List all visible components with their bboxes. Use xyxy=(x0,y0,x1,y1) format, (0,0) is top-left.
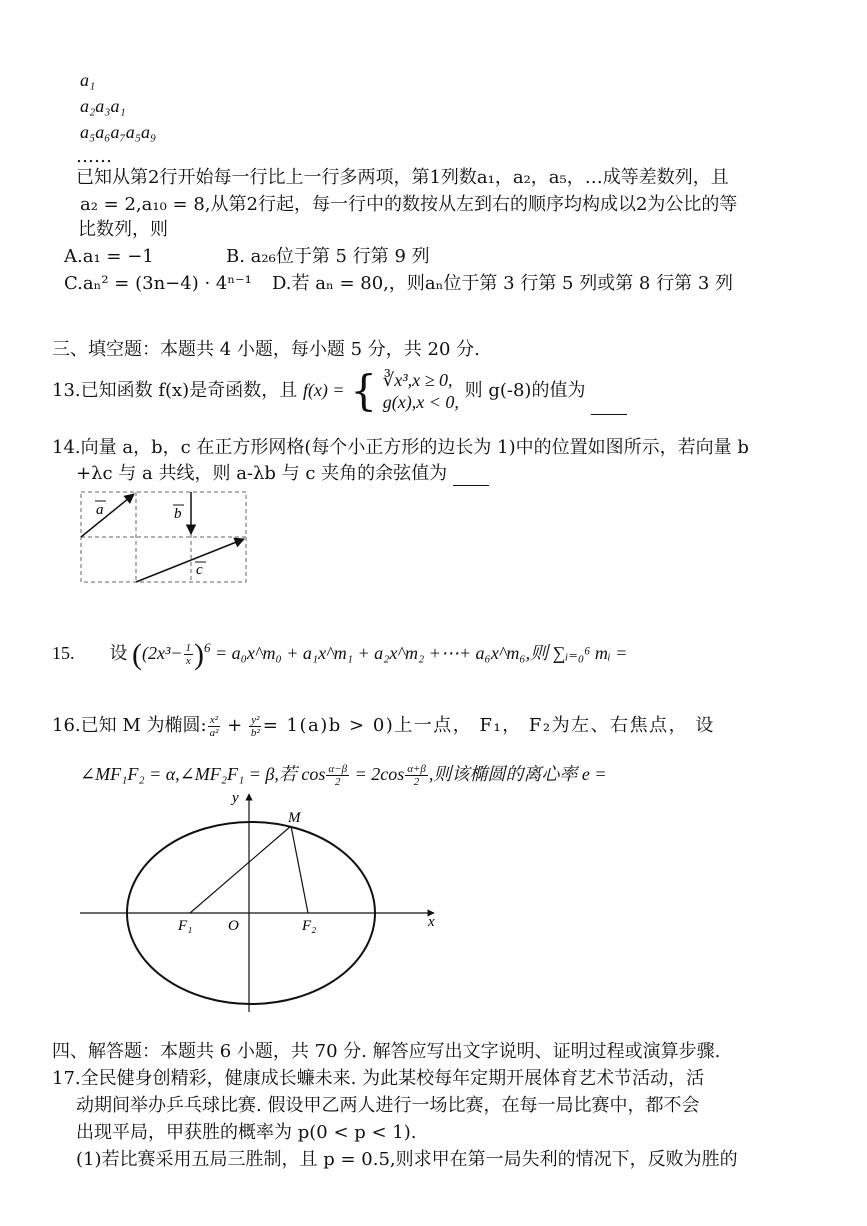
y-axis-label: y xyxy=(232,790,239,806)
q15-rhs: = a₀x^m₀ + a₁x^m₁ + a₂x^m₂ +⋯+ a₆x^m₆,则 ∑ᵢ₌₀⁶ mᵢ = xyxy=(210,643,628,663)
ellipse-figure xyxy=(76,786,446,1018)
q15-close: ) xyxy=(194,637,205,671)
q16-frac-amb xyxy=(326,763,349,788)
q17-line-2: 动期间举办乒乓球比赛. 假设甲乙两人进行一场比赛，在每一局比赛中，都不会 xyxy=(76,1095,700,1116)
q15-number: 15. xyxy=(52,643,75,663)
q13-case-1: ∛x³,x ≥ 0, xyxy=(382,370,453,390)
q13-answer-blank xyxy=(591,396,627,415)
sequence-ellipsis: …… xyxy=(76,146,112,167)
q16-frac-y xyxy=(249,714,262,739)
q12-option-a: A.a₁ = −1 xyxy=(64,246,154,267)
q14-line-2 xyxy=(76,462,489,486)
question-13 xyxy=(52,366,627,414)
q17-line-1: 17.全民健身创精彩，健康成长蠊未来. 为此某校每年定期开展体育艺术节活动，活 xyxy=(52,1068,705,1089)
focus-f2-label: F₂ xyxy=(302,918,317,934)
question-15: 15. 设 ((2x³− $\frac{1}{x}$ )$^6$ = a₀x^m₀ + a₁x^m₁ + a₂x^m₂ +⋯+ a₆x^m₆,则 ∑ᵢ₌₀⁶ mᵢ = xyxy=(52,637,628,671)
q16-b2: b² xyxy=(250,726,260,739)
q16-y2: y² xyxy=(251,713,260,726)
q16-amb: α−β xyxy=(328,763,348,776)
q12-stem-line-3: 比数列，则 xyxy=(78,219,168,240)
q14-answer-blank xyxy=(453,467,489,486)
x-axis-label: x xyxy=(428,914,435,930)
origin-label: O xyxy=(228,918,239,934)
q16-two1: 2 xyxy=(334,776,341,789)
q16-line-1: 16.已知 M 为椭圆: $\frac{\text{x²}}{\text{a²}}$ + $\frac{\text{y²}}{\text{b²}}$ = 1(a)b > 0)上一点， F₁， F₂为左、右焦点， 设 xyxy=(52,713,715,739)
vector-c-label: c xyxy=(196,562,203,578)
q17-line-4: (1)若比赛采用五局三胜制，且 p = 0.5,则求甲在第一局失利的情况下，反败为胜的 xyxy=(76,1149,738,1170)
segment-mf2 xyxy=(291,826,308,913)
q14-line-2-text: +λc 与 a 共线，则 a-λb 与 c 夹角的余弦值为 xyxy=(76,463,453,484)
q14-line-1: 14.向量 a，b，c 在正方形网格(每个小正方形的边长为 1)中的位置如图所示，若向量 b xyxy=(52,437,749,458)
q15-fraction xyxy=(184,642,194,667)
q16-frac-x xyxy=(208,714,221,739)
q16-prefix: 16.已知 M 为椭圆: xyxy=(52,715,207,736)
q15-frac-den: x xyxy=(185,655,191,668)
q16-mid: = 2cos xyxy=(350,764,405,784)
q13-prefix: 13.已知函数 f(x)是奇函数，且 xyxy=(52,380,303,401)
segment-mf1 xyxy=(190,826,291,913)
q15-base: (2x³− xyxy=(142,643,183,663)
q13-cases xyxy=(383,369,459,413)
section-4-heading: 四、解答题：本题共 6 小题，共 70 分. 解答应写出文字说明、证明过程或演算步骤. xyxy=(52,1041,721,1062)
vector-c-arrow xyxy=(136,539,244,582)
q16-tail: ,则该椭圆的离心率 e = xyxy=(428,764,607,784)
sequence-row-1: a₁ xyxy=(80,70,96,90)
vector-a-arrow xyxy=(81,494,134,537)
q12-option-d: D.若 aₙ = 80,，则aₙ位于第 3 行第 5 列或第 8 行第 3 列 xyxy=(272,273,734,294)
q16-x2: x² xyxy=(209,713,219,726)
q16-apb: α+β xyxy=(407,763,426,776)
vector-a-label: a xyxy=(96,502,104,518)
q13-brace: { xyxy=(350,366,378,415)
point-m-label: M xyxy=(288,810,301,826)
section-3-heading: 三、填空题：本题共 4 小题，每小题 5 分，共 20 分. xyxy=(52,339,480,360)
q12-stem-line-2: a₂ = 2,a₁₀ = 8,从第2行起，每一行中的数按从左到右的顺序均构成以2为公比的等 xyxy=(80,194,738,215)
sequence-row-2: a₂a₃a₁ xyxy=(80,96,126,116)
q16-suffix: = 1(a)b > 0)上一点， F₁， F₂为左、右焦点， 设 xyxy=(262,715,715,736)
q13-case-2: g(x),x < 0, xyxy=(382,392,459,412)
q15-frac-num: 1 xyxy=(185,642,192,655)
q13-function: f(x) = xyxy=(302,380,345,400)
q15-exponent: 6 xyxy=(204,640,211,655)
focus-f1-label: F₁ xyxy=(178,918,193,934)
q16-frac-apb xyxy=(405,763,428,788)
q16-a2: a² xyxy=(209,726,219,739)
sequence-row-3: a₅a₆a₇a₅a₉ xyxy=(80,122,157,142)
q15-lead: 设 xyxy=(109,643,132,663)
q12-option-b: B. a₂₆位于第 5 行第 9 列 xyxy=(226,246,430,267)
q16-angles: ∠MF₁F₂ = α,∠MF₂F₁ = β,若 cos xyxy=(80,764,326,784)
q16-two2: 2 xyxy=(413,776,420,789)
vector-grid-figure xyxy=(78,488,250,586)
grid-lines xyxy=(81,492,246,582)
q17-line-3: 出现平局，甲获胜的概率为 p(0 < p < 1). xyxy=(76,1122,417,1143)
q12-stem-line-1: 已知从第2行开始每一行比上一行多两项，第1列数a₁，a₂，a₅，…成等差数列，且 xyxy=(76,167,729,188)
q13-suffix: 则 g(-8)的值为 xyxy=(464,380,586,401)
q12-option-c: C.aₙ² = (3n−4) · 4ⁿ⁻¹ xyxy=(64,273,252,294)
vector-b-label: b xyxy=(174,506,182,522)
